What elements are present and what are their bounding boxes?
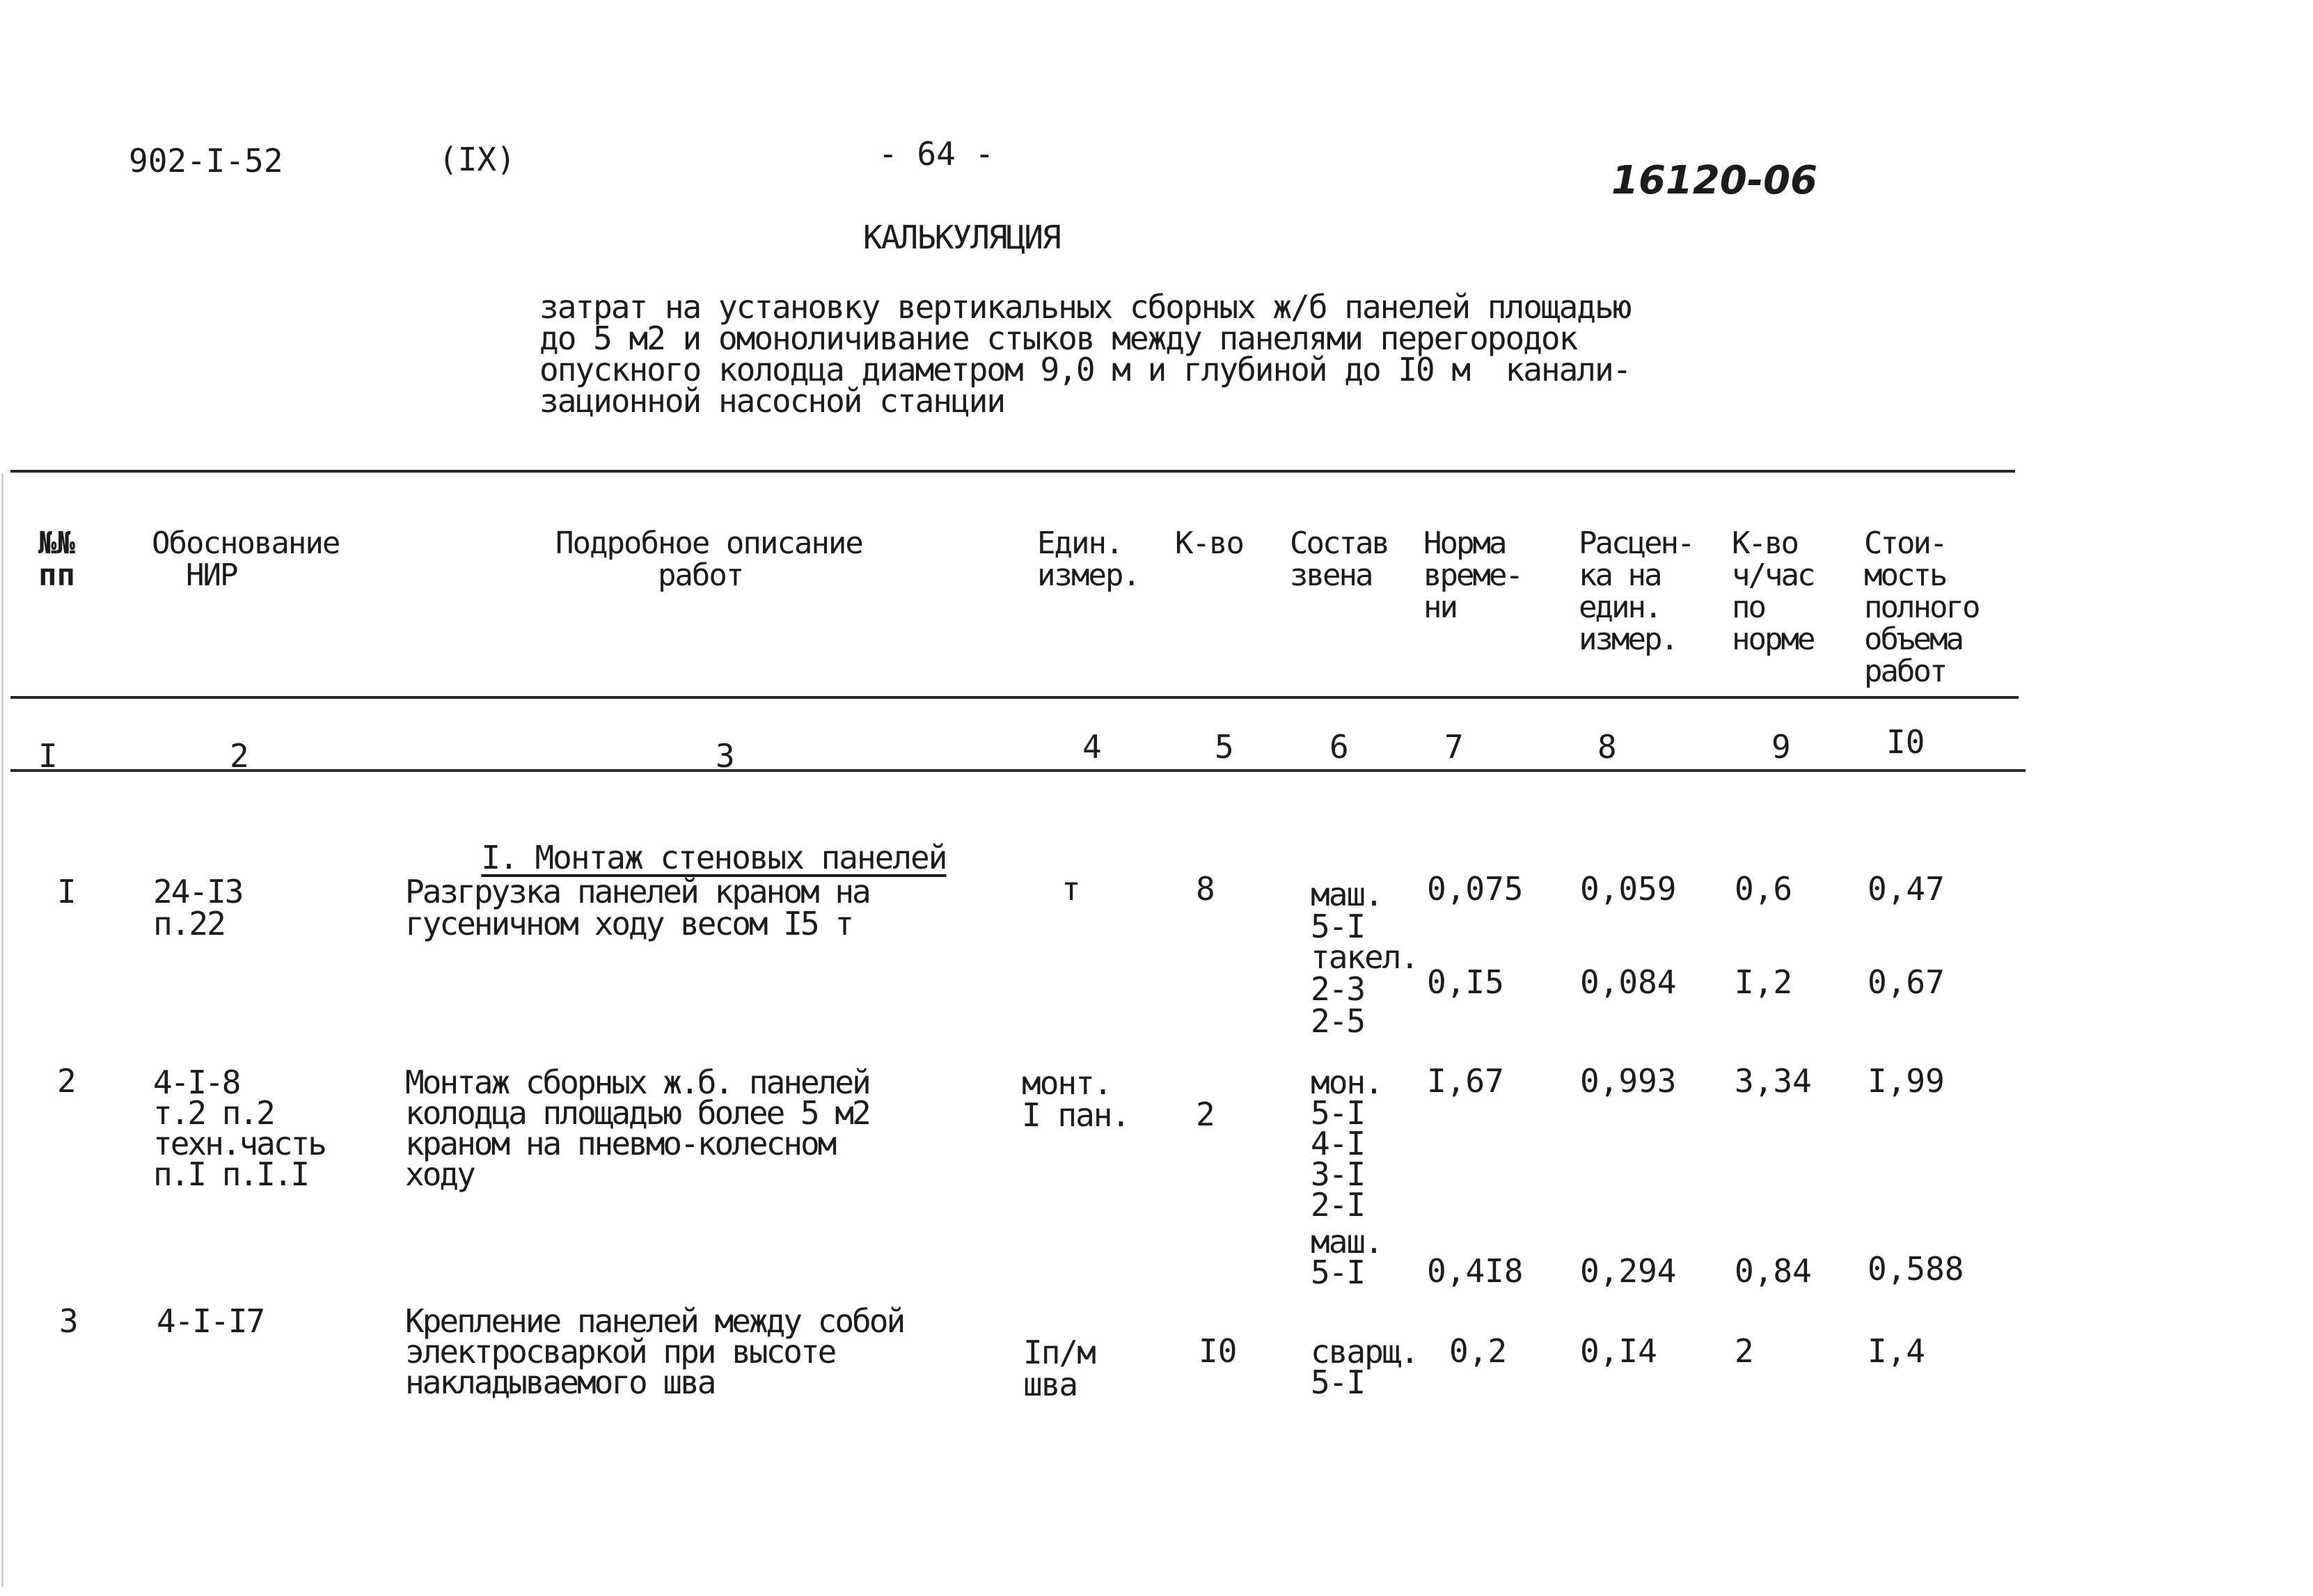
row-rate: 0,993: [1580, 1062, 1677, 1100]
row-qty: 8: [1196, 870, 1215, 908]
row-norm: 0,075: [1427, 870, 1524, 908]
left-margin-edge: [1, 473, 3, 1587]
table-top-rule: [10, 470, 2015, 473]
row-basis: 4-I-I7: [157, 1302, 265, 1340]
col-number: 7: [1444, 728, 1464, 766]
row-unit: т: [1061, 870, 1081, 908]
col-header-hours: К-во ч/час по норме: [1732, 526, 1814, 657]
stamp-number: 16120-06: [1611, 158, 1817, 203]
row-hours: 0,6: [1735, 870, 1793, 908]
row-description: Крепление панелей между собой электросваркой при высоте накладываемого шва: [405, 1302, 904, 1401]
row-rate: 0,294: [1580, 1252, 1677, 1290]
row-norm: I,67: [1427, 1062, 1504, 1100]
row-cost: I,99: [1868, 1062, 1945, 1100]
header-bottom-rule: [10, 696, 2019, 699]
row-rate: 0,084: [1580, 963, 1677, 1001]
row-qty: 2: [1196, 1096, 1215, 1133]
col-header-unit: Един. измер.: [1037, 526, 1139, 593]
col-header-num: №№ пп: [38, 526, 75, 593]
row-hours: 2: [1735, 1332, 1754, 1370]
row-number: 2: [57, 1062, 77, 1100]
row-basis: 4-I-8 т.2 п.2 техн.часть п.I п.I.I: [153, 1064, 325, 1193]
col-number: 5: [1215, 728, 1234, 766]
col-number: I0: [1886, 723, 1925, 761]
row-norm: 0,I5: [1427, 963, 1504, 1001]
row-number: 3: [59, 1302, 79, 1340]
row-qty: I0: [1199, 1332, 1238, 1370]
page-title: КАЛЬКУЛЯЦИЯ: [863, 219, 1060, 256]
col-header-basis: Обоснование НИР: [152, 526, 340, 593]
row-hours: 0,84: [1735, 1252, 1812, 1290]
row-number: I: [57, 873, 77, 910]
row-basis: 24-I3 п.22: [153, 873, 243, 942]
col-number: 6: [1329, 728, 1349, 766]
col-header-description: Подробное описание работ: [555, 526, 862, 593]
row-cost: I,4: [1868, 1332, 1926, 1370]
row-crew: маш. 5-I: [1311, 876, 1382, 945]
col-number: 2: [230, 737, 249, 775]
section-number: (IX): [439, 141, 516, 178]
col-header-qty: К-во: [1175, 526, 1243, 561]
col-number: 9: [1771, 728, 1791, 766]
row-crew: мон. 5-I 4-I 3-I 2-I: [1311, 1064, 1382, 1224]
row-description: Разгрузка панелей краном на гусеничном ходу весом I5 т: [405, 873, 869, 942]
page-number: - 64 -: [878, 135, 995, 173]
row-norm: 0,4I8: [1427, 1252, 1524, 1290]
row-cost: 0,47: [1868, 870, 1945, 908]
col-header-cost: Стои- мость полного объема работ: [1864, 526, 1979, 689]
col-header-norm: Норма време- ни: [1423, 526, 1522, 625]
row-description: Монтаж сборных ж.б. панелей колодца площадью более 5 м2 краном на пневмо-колесном ходу: [405, 1064, 869, 1193]
numbers-bottom-rule: [10, 769, 2026, 772]
row-crew: маш. 5-I: [1311, 1223, 1382, 1291]
row-crew: такел. 2-3 2-5: [1311, 938, 1419, 1040]
row-rate: 0,059: [1580, 870, 1677, 908]
section-title-text: I. Монтаж стеновых панелей: [481, 839, 947, 876]
subtitle-line: затрат на установку вертикальных сборных ж/б панелей площадью: [539, 288, 1631, 326]
subtitle-line: до 5 м2 и омоноличивание стыков между панелями перегородок: [539, 319, 1577, 357]
row-hours: 3,34: [1735, 1062, 1812, 1100]
col-header-crew: Состав звена: [1290, 526, 1388, 593]
row-rate: 0,I4: [1580, 1332, 1657, 1370]
row-cost: 0,67: [1868, 963, 1945, 1001]
col-number: I: [38, 737, 58, 775]
section-title: [445, 809, 946, 874]
row-crew: сварщ. 5-I: [1311, 1333, 1419, 1401]
doc-code: 902-I-52: [129, 142, 283, 180]
col-number: 4: [1082, 728, 1102, 766]
subtitle-line: зационной насосной станции: [539, 382, 1005, 420]
col-number: 8: [1597, 728, 1617, 766]
row-cost: 0,588: [1868, 1250, 1964, 1288]
row-unit: монт. I пан.: [1022, 1064, 1130, 1134]
row-unit: Iп/м шва: [1023, 1334, 1095, 1403]
col-number: 3: [716, 737, 735, 775]
row-norm: 0,2: [1449, 1332, 1508, 1370]
col-header-rate: Расцен- ка на един. измер.: [1579, 526, 1694, 657]
row-hours: I,2: [1735, 963, 1793, 1001]
subtitle-line: опускного колодца диаметром 9,0 м и глубиной до I0 м канали-: [539, 351, 1631, 388]
